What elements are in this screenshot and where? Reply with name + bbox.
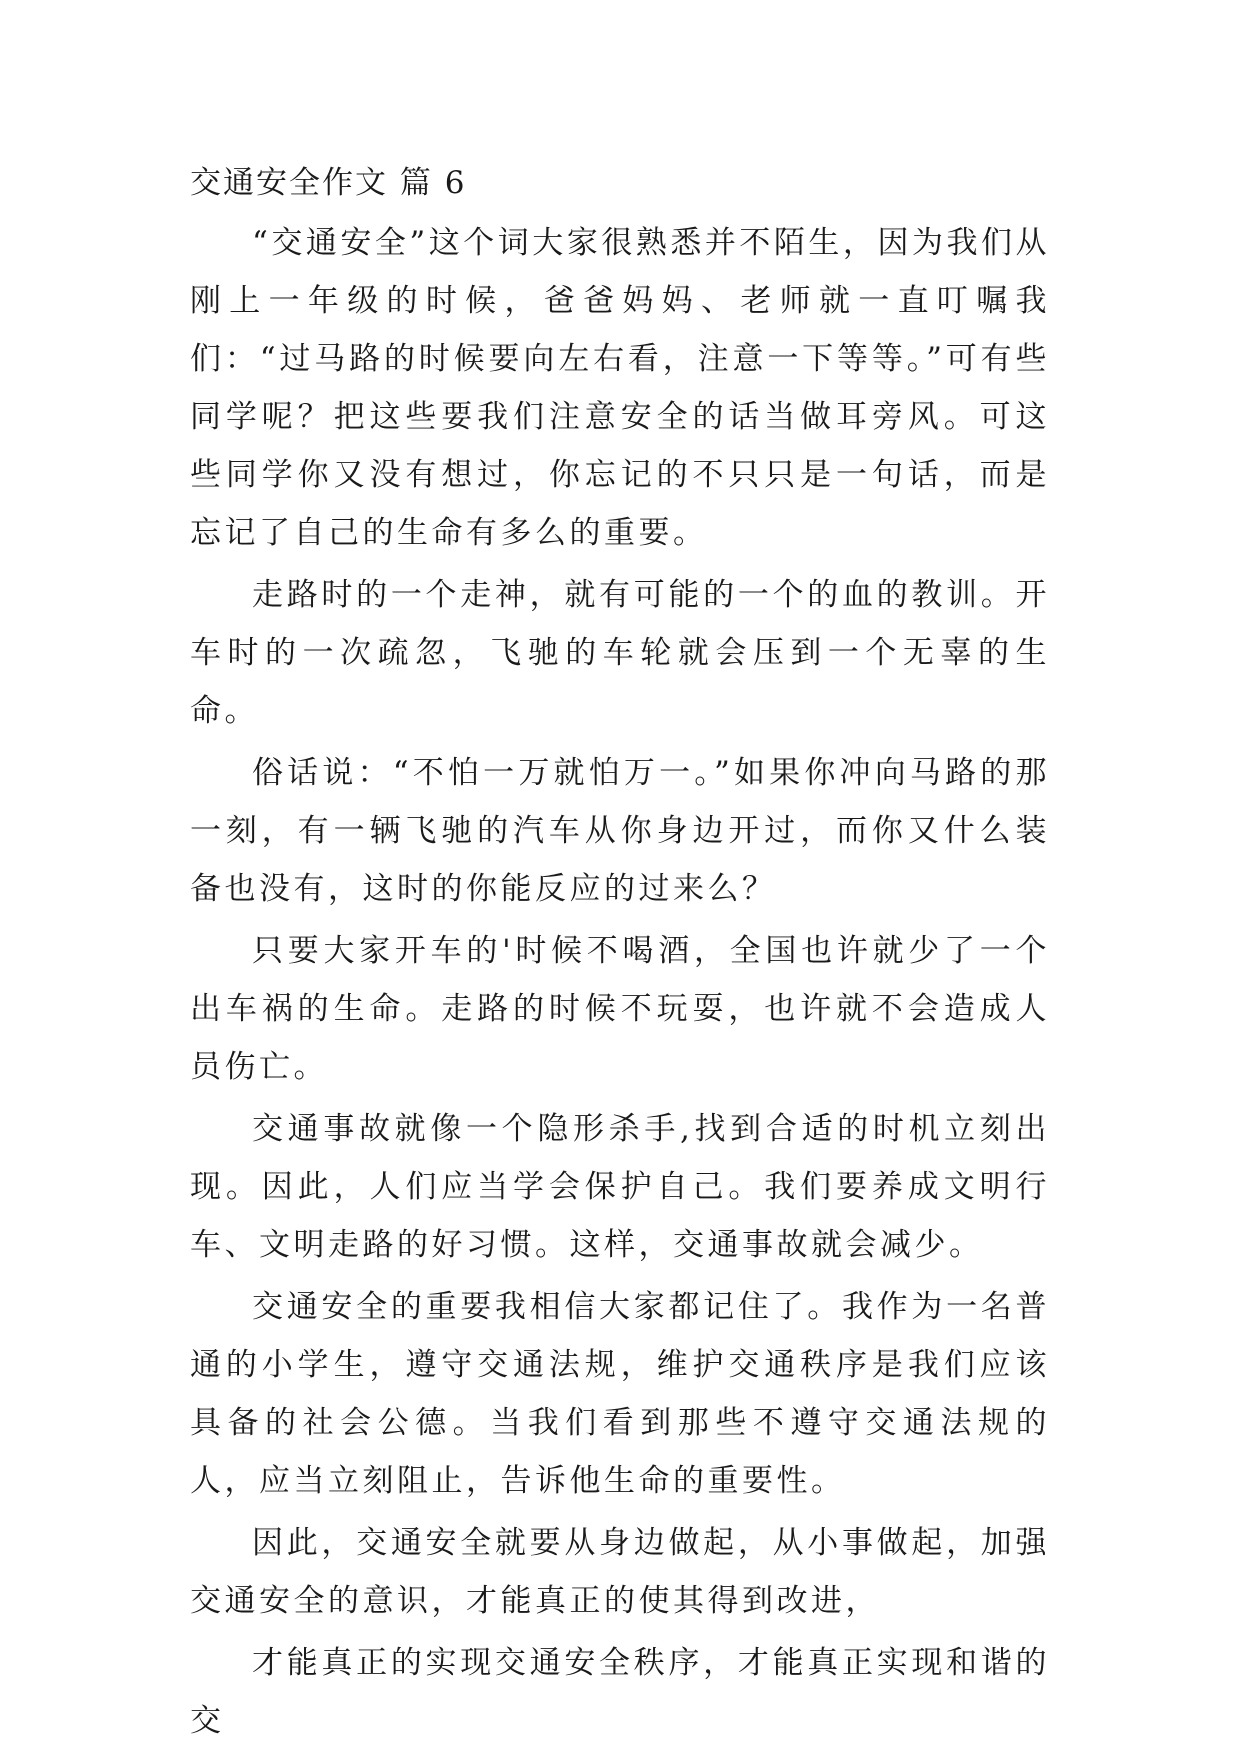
paragraph-2: 走路时的一个走神，就有可能的一个的血的教训。开车时的一次疏忽，飞驰的车轮就会压到一个无辜的生命。 xyxy=(190,577,1050,729)
paragraph-6: 交通安全的重要我相信大家都记住了。我作为一名普通的小学生，遵守交通法规，维护交通秩序是我们应该具备的社会公德。当我们看到那些不遵守交通法规的人，应当立刻阻止，告诉他生命的重要性。 xyxy=(190,1289,1050,1499)
paragraph-1: “交通安全”这个词大家很熟悉并不陌生，因为我们从刚上一年级的时候，爸爸妈妈、老师就一直叮嘱我们：“过马路的时候要向左右看，注意一下等等。”可有些同学呢？把这些要我们注意安全的话当做耳旁风。可这些同学你又没有想过，你忘记的不只只是一句话，而是忘记了自己的生命有多么的重要。 xyxy=(190,225,1050,551)
document-body xyxy=(190,160,1050,1754)
document-title: 交通安全作文 篇 6 xyxy=(190,165,467,201)
paragraph-7: 因此，交通安全就要从身边做起，从小事做起，加强交通安全的意识，才能真正的使其得到改进， xyxy=(190,1525,1050,1619)
paragraph-8: 才能真正的实现交通安全秩序，才能真正实现和谐的交 xyxy=(190,1645,1050,1739)
paragraph-4: 只要大家开车的'时候不喝酒，全国也许就少了一个出车祸的生命。走路的时候不玩耍，也许就不会造成人员伤亡。 xyxy=(190,933,1050,1085)
paragraph-3: 俗话说：“不怕一万就怕万一。”如果你冲向马路的那一刻，有一辆飞驰的汽车从你身边开过，而你又什么装备也没有，这时的你能反应的过来么？ xyxy=(190,755,1050,907)
paragraph-5: 交通事故就像一个隐形杀手,找到合适的时机立刻出现。因此，人们应当学会保护自己。我们要养成文明行车、文明走路的好习惯。这样，交通事故就会减少。 xyxy=(190,1111,1050,1263)
